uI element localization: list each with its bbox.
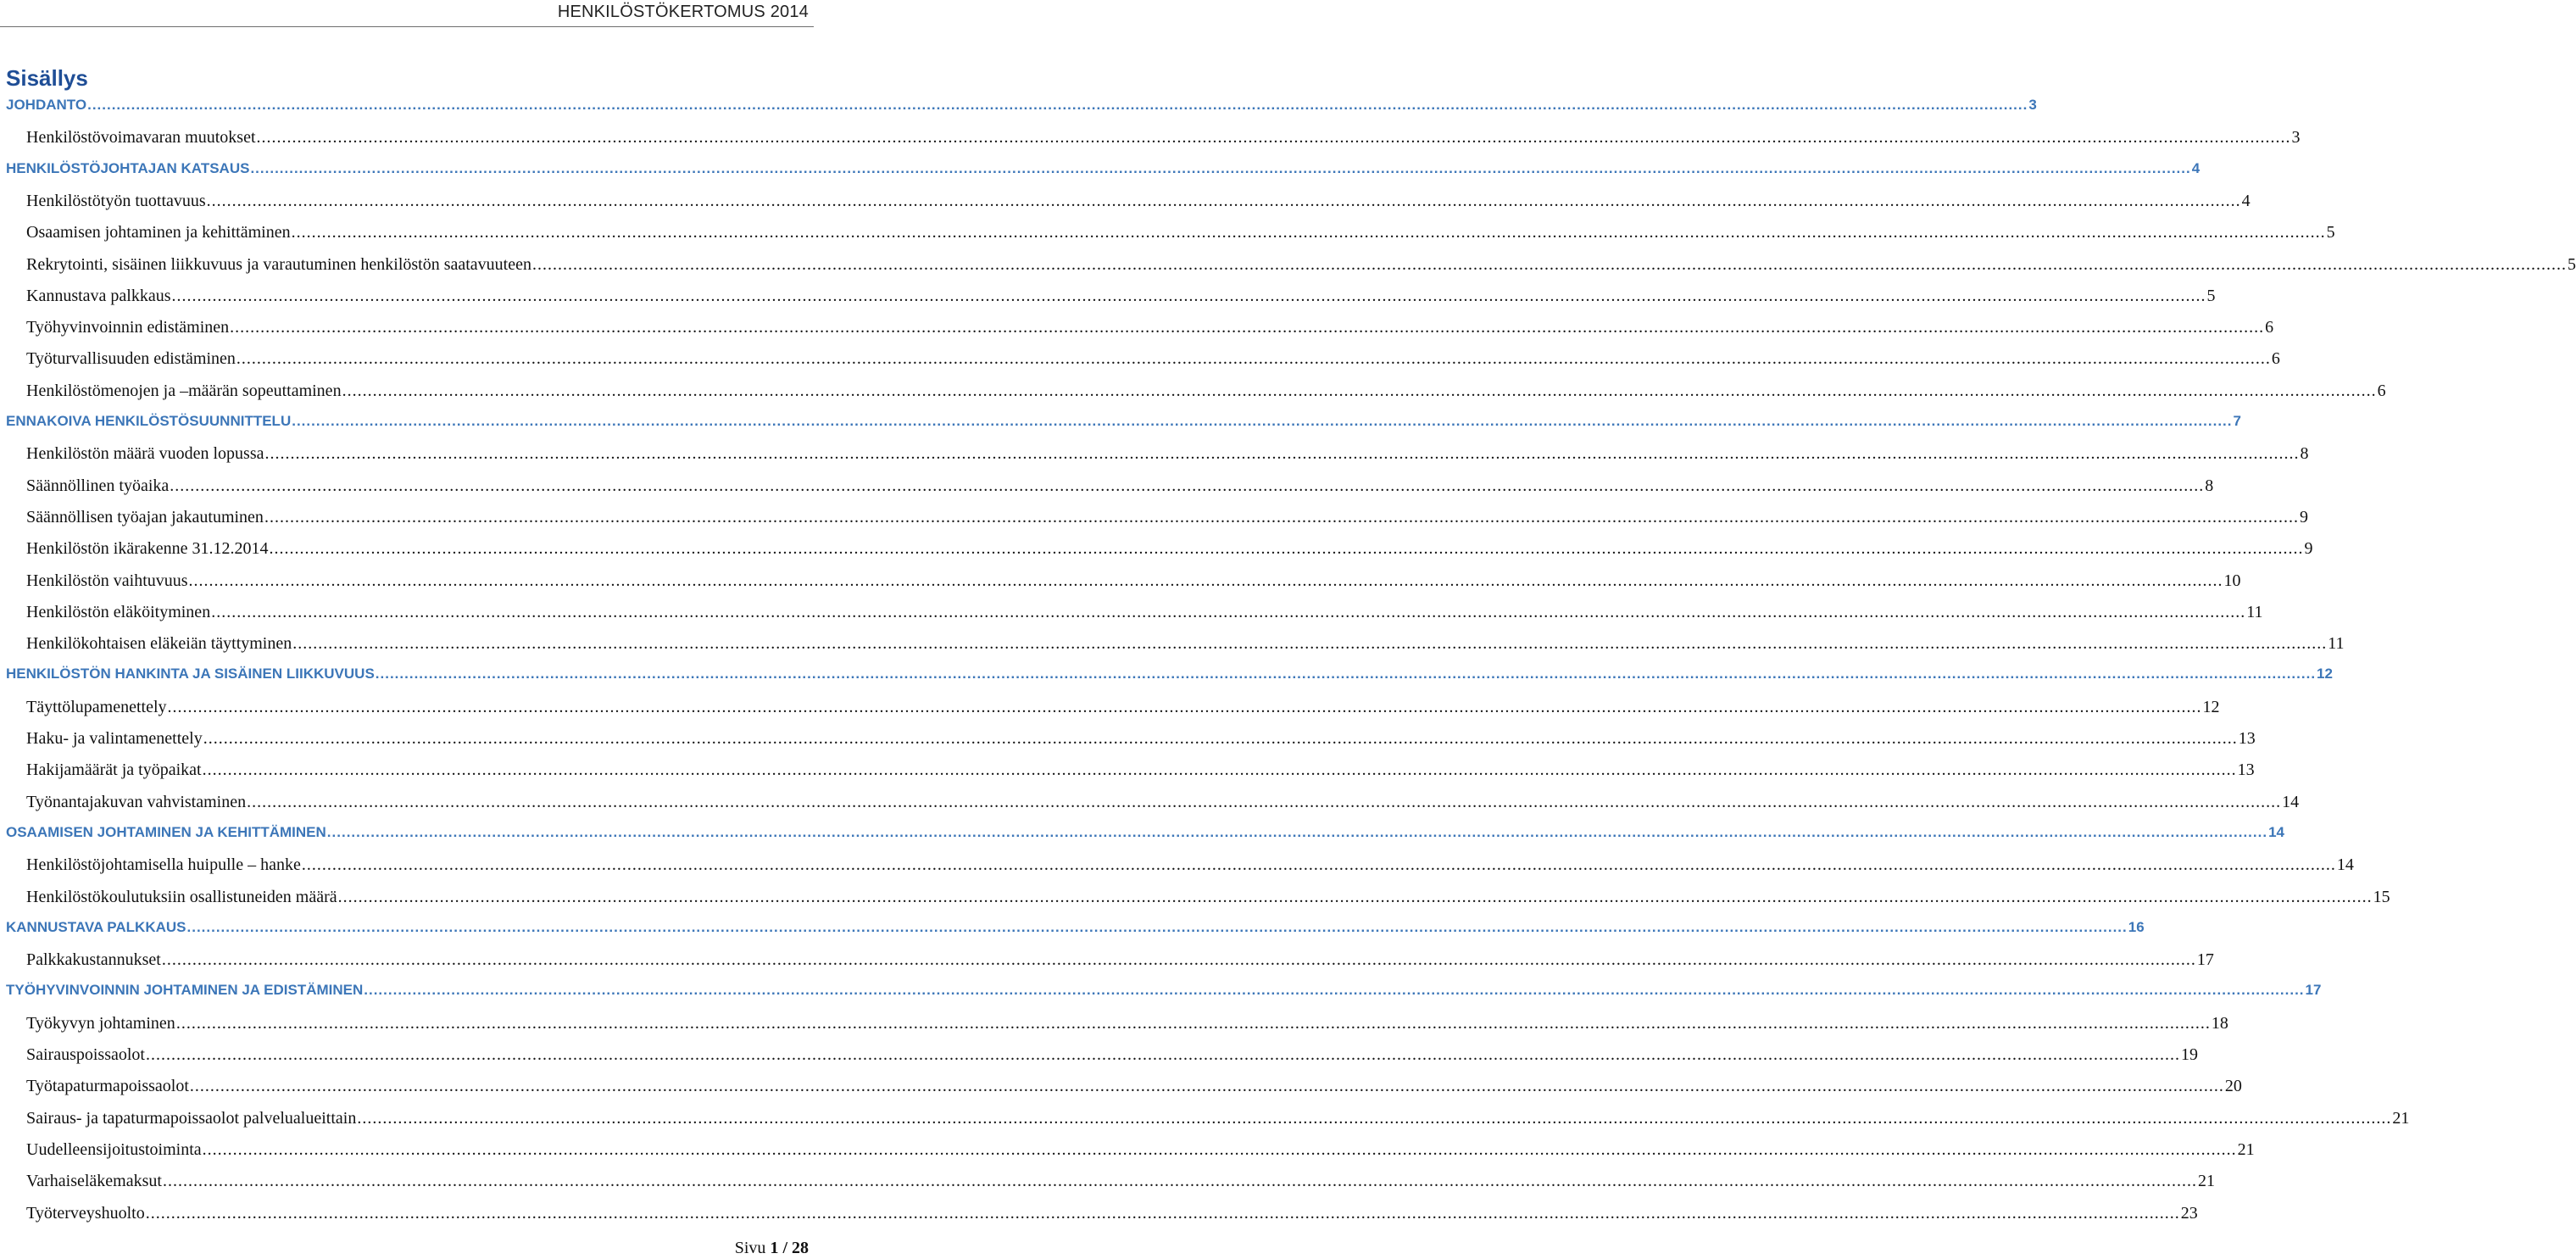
toc-entry-label: Haku- ja valintamenettely [26, 729, 203, 748]
toc-dot-leader: ................................................................................................................................................................................................................................................................................................................................................................................................................ [247, 792, 2282, 811]
toc-entry-label: Työtapaturmapoissaolot [26, 1077, 189, 1096]
toc-entry-page: 6 [2271, 349, 2280, 369]
toc-subsection-entry[interactable] [26, 1108, 2410, 1128]
toc-subsection-entry[interactable] [26, 1139, 2255, 1160]
toc-entry-label: Työhyvinvoinnin edistäminen [26, 318, 230, 337]
toc-subsection-entry[interactable] [26, 729, 2256, 749]
toc-section-entry[interactable] [6, 918, 2145, 936]
toc-entry-label: Henkilöstöjohtamisella huipulle – hanke [26, 855, 301, 875]
toc-entry-label: Työkyvyn johtaminen [26, 1013, 175, 1033]
toc-dot-leader: ................................................................................................................................................................................................................................................................................................................................................................................................................ [161, 950, 2196, 970]
toc-dot-leader: ................................................................................................................................................................................................................................................................................................................................................................................................................ [342, 381, 2377, 400]
toc-entry-label: Henkilöstömenojen ja –määrän sopeuttaminen [26, 381, 342, 400]
toc-entry-page: 8 [2205, 476, 2214, 495]
toc-subsection-entry[interactable] [26, 349, 2280, 369]
toc-entry-page: 11 [2328, 634, 2345, 654]
toc-subsection-entry[interactable] [26, 507, 2308, 527]
toc-dot-leader: ................................................................................................................................................................................................................................................................................................................................................................................................................ [146, 1045, 2180, 1064]
toc-subsection-entry[interactable] [26, 792, 2300, 812]
toc-dot-leader: ................................................................................................................................................................................................................................................................................................................................................................................................................ [236, 349, 2271, 369]
toc-entry-label: Uudelleensijoitustoiminta [26, 1139, 202, 1159]
toc-entry-page: 14 [2268, 823, 2284, 840]
toc-subsection-entry[interactable] [26, 286, 2216, 306]
toc-entry-label: ENNAKOIVA HENKILÖSTÖSUUNNITTELU [6, 413, 292, 429]
toc-entry-page: 16 [2128, 918, 2145, 935]
toc-dot-leader: ................................................................................................................................................................................................................................................................................................................................................................................................................ [256, 128, 2291, 148]
toc-entry-label: Sairaus- ja tapaturmapoissaolot palvelualueittain [26, 1108, 357, 1128]
toc-dot-leader: ................................................................................................................................................................................................................................................................................................................................................................................................................ [211, 602, 2246, 621]
toc-entry-page: 13 [2237, 760, 2255, 780]
toc-dot-leader: ................................................................................................................................................................................................................................................................................................................................................................................................................ [264, 444, 2300, 464]
toc-entry-label: Säännöllinen työaika [26, 476, 170, 495]
toc-entry-page: 17 [2196, 950, 2214, 970]
toc-entry-label: Osaamisen johtaminen ja kehittäminen [26, 223, 291, 242]
toc-entry-page: 6 [2377, 381, 2386, 400]
toc-entry-page: 23 [2180, 1203, 2198, 1223]
toc-subsection-entry[interactable] [26, 539, 2313, 559]
toc-entry-page: 11 [2246, 602, 2263, 621]
toc-entry-label: Henkilökohtaisen eläkeiän täyttyminen [26, 634, 292, 654]
toc-dot-leader: ................................................................................................................................................................................................................................................................................................................................................................................................................ [337, 887, 2373, 906]
toc-subsection-entry[interactable] [26, 634, 2345, 654]
toc-entry-label: Työturvallisuuden edistäminen [26, 349, 236, 369]
toc-entry-label: Henkilöstötyön tuottavuus [26, 191, 206, 210]
toc-subsection-entry[interactable] [26, 128, 2301, 148]
toc-dot-leader: ................................................................................................................................................................................................................................................................................................................................................................................................................ [291, 223, 2326, 242]
toc-dot-leader: ................................................................................................................................................................................................................................................................................................................................................................................................................ [202, 760, 2237, 780]
toc-entry-label: Rekrytointi, sisäinen liikkuvuus ja varautuminen henkilöstön saatavuuteen [26, 254, 531, 274]
toc-entry-label: Varhaiseläkemaksut [26, 1172, 162, 1191]
document-title: HENKILÖSTÖKERTOMUS 2014 [557, 3, 809, 21]
toc-section-entry[interactable] [6, 159, 2200, 177]
toc-subsection-entry[interactable] [26, 697, 2220, 717]
toc-entry-label: Sairauspoissaolot [26, 1045, 145, 1064]
toc-entry-page: 4 [2191, 159, 2200, 176]
toc-dot-leader: ................................................................................................................................................................................................................................................................................................................................................................................................................ [87, 97, 2028, 113]
toc-entry-page: 3 [2291, 128, 2301, 148]
toc-entry-page: 17 [2305, 982, 2322, 999]
toc-entry-label: Henkilöstön ikärakenne 31.12.2014 [26, 539, 269, 559]
toc-dot-leader: ................................................................................................................................................................................................................................................................................................................................................................................................................ [167, 697, 2202, 716]
toc-entry-label: Palkkakustannukset [26, 950, 161, 970]
toc-subsection-entry[interactable] [26, 855, 2354, 875]
toc-entry-page: 8 [2300, 444, 2309, 464]
toc-subsection-entry[interactable] [26, 1203, 2198, 1223]
page-separator: / [782, 1239, 787, 1257]
toc-section-entry[interactable] [6, 413, 2241, 430]
toc-entry-label: KANNUSTAVA PALKKAUS [6, 918, 186, 935]
toc-dot-leader: ................................................................................................................................................................................................................................................................................................................................................................................................................ [203, 729, 2238, 748]
toc-dot-leader: ................................................................................................................................................................................................................................................................................................................................................................................................................ [202, 1139, 2237, 1159]
toc-entry-page: 21 [2197, 1172, 2215, 1191]
toc-section-entry[interactable] [6, 666, 2333, 682]
toc-section-entry[interactable] [6, 97, 2037, 114]
toc-entry-page: 21 [2237, 1139, 2255, 1159]
toc-dot-leader: ................................................................................................................................................................................................................................................................................................................................................................................................................ [375, 666, 2317, 682]
toc-entry-label: Työnantajakuvan vahvistaminen [26, 792, 247, 811]
toc-subsection-entry[interactable] [26, 571, 2241, 591]
toc-entry-page: 5 [2206, 286, 2216, 305]
toc-dot-leader: ................................................................................................................................................................................................................................................................................................................................................................................................................ [175, 1013, 2211, 1033]
toc-entry-label: Henkilöstön määrä vuoden lopussa [26, 444, 264, 464]
toc-dot-leader: ................................................................................................................................................................................................................................................................................................................................................................................................................ [206, 191, 2241, 210]
toc-entry-label: HENKILÖSTÖJOHTAJAN KATSAUS [6, 159, 250, 176]
toc-entry-label: Hakijamäärät ja työpaikat [26, 760, 202, 780]
toc-entry-page: 5 [2568, 254, 2576, 274]
toc-entry-page: 14 [2282, 792, 2300, 811]
toc-dot-leader: ................................................................................................................................................................................................................................................................................................................................................................................................................ [171, 286, 2206, 305]
page-total: 28 [792, 1239, 809, 1257]
toc-subsection-entry[interactable] [26, 1013, 2228, 1033]
page-header [0, 0, 814, 27]
toc-entry-label: Henkilöstön vaihtuvuus [26, 571, 188, 590]
toc-dot-leader: ................................................................................................................................................................................................................................................................................................................................................................................................................ [264, 507, 2299, 526]
toc-dot-leader: ................................................................................................................................................................................................................................................................................................................................................................................................................ [188, 571, 2223, 590]
toc-dot-leader: ................................................................................................................................................................................................................................................................................................................................................................................................................ [230, 318, 2265, 337]
toc-entry-page: 21 [2392, 1108, 2410, 1128]
toc-subsection-entry[interactable] [26, 254, 2576, 275]
toc-heading: Sisällys [6, 65, 88, 91]
toc-dot-leader: ................................................................................................................................................................................................................................................................................................................................................................................................................ [250, 159, 2191, 176]
toc-entry-label: OSAAMISEN JOHTAMINEN JA KEHITTÄMINEN [6, 823, 326, 840]
toc-entry-page: 9 [2304, 539, 2313, 559]
toc-entry-page: 15 [2373, 887, 2390, 906]
toc-subsection-entry[interactable] [26, 760, 2255, 780]
toc-subsection-entry[interactable] [26, 191, 2251, 211]
toc-entry-label: Henkilöstövoimavaran muutokset [26, 128, 256, 148]
toc-dot-leader: ................................................................................................................................................................................................................................................................................................................................................................................................................ [269, 539, 2304, 559]
toc-entry-label: TYÖHYVINVOINNIN JOHTAMINEN JA EDISTÄMINEN [6, 982, 364, 999]
toc-subsection-entry[interactable] [26, 1077, 2242, 1096]
toc-entry-page: 14 [2336, 855, 2354, 875]
toc-entry-page: 18 [2211, 1013, 2228, 1033]
toc-entry-page: 12 [2202, 697, 2220, 716]
toc-entry-label: Henkilöstökoulutuksiin osallistuneiden määrä [26, 887, 337, 906]
toc-subsection-entry[interactable] [26, 1172, 2215, 1191]
toc-entry-page: 10 [2223, 571, 2241, 590]
toc-entry-page: 20 [2224, 1077, 2242, 1096]
toc-entry-label: Työterveyshuolto [26, 1203, 145, 1223]
toc-entry-page: 12 [2317, 666, 2333, 682]
toc-dot-leader: ................................................................................................................................................................................................................................................................................................................................................................................................................ [189, 1077, 2224, 1096]
toc-dot-leader: ................................................................................................................................................................................................................................................................................................................................................................................................................ [364, 982, 2305, 999]
toc-subsection-entry[interactable] [26, 602, 2263, 622]
toc-subsection-entry[interactable] [26, 950, 2214, 970]
toc-section-entry[interactable] [6, 982, 2322, 999]
toc-entry-page: 3 [2028, 97, 2037, 113]
toc-entry-label: JOHDANTO [6, 97, 87, 113]
page-current: 1 [770, 1239, 779, 1257]
toc-subsection-entry[interactable] [26, 318, 2274, 337]
toc-entry-page: 13 [2238, 729, 2256, 748]
toc-dot-leader: ................................................................................................................................................................................................................................................................................................................................................................................................................ [186, 918, 2128, 935]
toc-subsection-entry[interactable] [26, 223, 2335, 242]
toc-entry-page: 5 [2326, 223, 2335, 242]
toc-dot-leader: ................................................................................................................................................................................................................................................................................................................................................................................................................ [170, 476, 2205, 495]
toc-dot-leader: ................................................................................................................................................................................................................................................................................................................................................................................................................ [301, 855, 2336, 875]
toc-entry-page: 4 [2241, 191, 2251, 210]
toc-entry-page: 9 [2299, 507, 2308, 526]
toc-dot-leader: ................................................................................................................................................................................................................................................................................................................................................................................................................ [357, 1108, 2392, 1128]
toc-entry-label: HENKILÖSTÖN HANKINTA JA SISÄINEN LIIKKUVUUS [6, 666, 375, 682]
toc-dot-leader: ................................................................................................................................................................................................................................................................................................................................................................................................................ [292, 413, 2233, 429]
toc-subsection-entry[interactable] [26, 476, 2214, 496]
toc-entry-page: 7 [2233, 413, 2241, 429]
toc-subsection-entry[interactable] [26, 381, 2386, 401]
toc-dot-leader: ................................................................................................................................................................................................................................................................................................................................................................................................................ [162, 1172, 2197, 1191]
toc-entry-label: Täyttölupamenettely [26, 697, 167, 716]
toc-entry-label: Kannustava palkkaus [26, 286, 171, 305]
toc-dot-leader: ................................................................................................................................................................................................................................................................................................................................................................................................................ [532, 254, 2567, 274]
toc-entry-label: Säännöllisen työajan jakautuminen [26, 507, 264, 526]
page-prefix: Sivu [734, 1239, 766, 1257]
toc-section-entry[interactable] [6, 823, 2284, 841]
toc-entry-page: 6 [2265, 318, 2274, 337]
toc-subsection-entry[interactable] [26, 1045, 2198, 1065]
page-number [735, 1239, 809, 1258]
toc-dot-leader: ................................................................................................................................................................................................................................................................................................................................................................................................................ [292, 634, 2328, 654]
toc-dot-leader: ................................................................................................................................................................................................................................................................................................................................................................................................................ [145, 1203, 2180, 1223]
toc-subsection-entry[interactable] [26, 444, 2309, 464]
toc-entry-label: Henkilöstön eläköityminen [26, 602, 211, 621]
toc-entry-page: 19 [2181, 1045, 2198, 1064]
toc-subsection-entry[interactable] [26, 887, 2390, 907]
toc-dot-leader: ................................................................................................................................................................................................................................................................................................................................................................................................................ [326, 823, 2268, 840]
